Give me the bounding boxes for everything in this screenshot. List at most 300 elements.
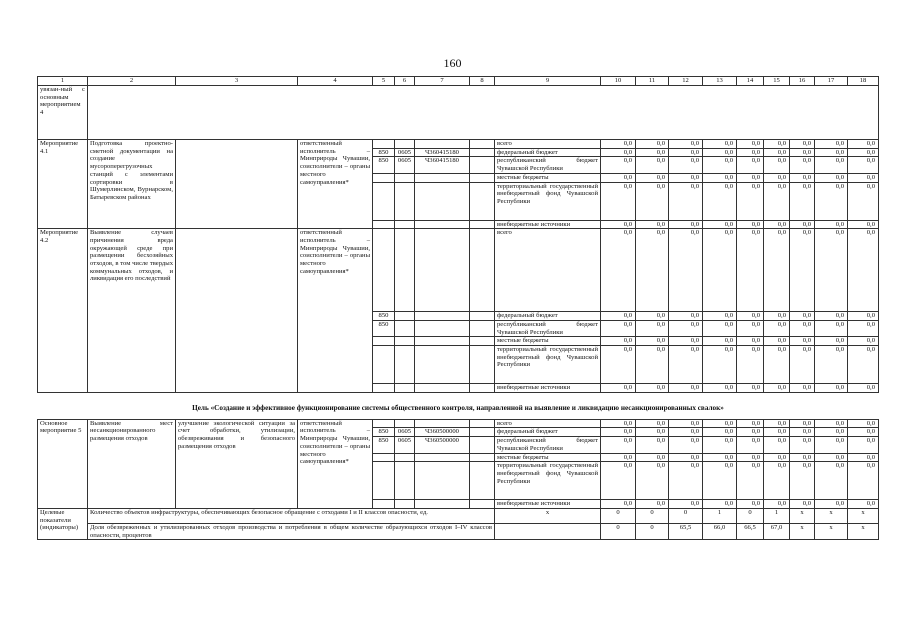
grbs-code: 850: [373, 312, 395, 321]
amount-value: 0,0: [737, 173, 764, 182]
activity-description: Выявление мест несанкционированного размещения отходов: [88, 419, 176, 508]
amount-value: 0,0: [737, 453, 764, 462]
column-number: 15: [764, 77, 790, 86]
amount-value: 0,0: [737, 157, 764, 173]
grbs-code: [373, 453, 395, 462]
executor: ответственный исполнитель – Минприроды Чувашии, соисполнители – органы местного самоуправления*: [298, 140, 373, 229]
funding-source: внебюджетные источники: [495, 220, 601, 229]
grbs-code: 850: [373, 428, 395, 437]
amount-value: 0,0: [815, 148, 848, 157]
amount-value: 0,0: [636, 320, 669, 336]
amount-value: 0,0: [737, 229, 764, 312]
target-code: Ч360415180: [415, 157, 470, 173]
amount-value: 0,0: [764, 462, 790, 500]
target-code: [415, 320, 470, 336]
amount-value: 0,0: [703, 462, 737, 500]
amount-value: 0,0: [815, 157, 848, 173]
target-code: [415, 462, 470, 500]
amount-value: 0,0: [636, 229, 669, 312]
amount-value: 0,0: [815, 320, 848, 336]
table-cell: [470, 320, 495, 336]
amount-value: 0,0: [790, 384, 815, 393]
expected-result: улучшение экологической ситуации за счет обработки, утилизации, обезвреживания и безопасного размещения отходов: [176, 419, 298, 508]
amount-value: 0,0: [764, 500, 790, 509]
target-code: [415, 500, 470, 509]
amount-value: 0,0: [848, 419, 879, 428]
expected-result: [176, 229, 298, 393]
target-code: Ч360500000: [415, 428, 470, 437]
indicator-value: 66,5: [737, 523, 764, 539]
amount-value: 0,0: [737, 312, 764, 321]
amount-value: 0,0: [601, 453, 636, 462]
table-cell: [470, 220, 495, 229]
table-row: [38, 77, 879, 86]
indicator-value: 0: [737, 508, 764, 523]
amount-value: 0,0: [815, 500, 848, 509]
funding-source: всего: [495, 140, 601, 149]
column-number: 12: [669, 77, 703, 86]
amount-value: 0,0: [790, 148, 815, 157]
amount-value: 0,0: [815, 462, 848, 500]
amount-value: 0,0: [815, 229, 848, 312]
section-code: [395, 229, 415, 312]
amount-value: 0,0: [764, 384, 790, 393]
funding-source: республиканский бюджет Чувашской Республики: [495, 157, 601, 173]
amount-value: 0,0: [636, 437, 669, 453]
section-code: [395, 320, 415, 336]
amount-value: 0,0: [790, 437, 815, 453]
amount-value: 0,0: [737, 182, 764, 220]
amount-value: 0,0: [848, 428, 879, 437]
amount-value: 0,0: [636, 157, 669, 173]
amount-value: 0,0: [669, 500, 703, 509]
section-code: [395, 462, 415, 500]
amount-value: 0,0: [737, 500, 764, 509]
amount-value: 0,0: [764, 173, 790, 182]
grbs-code: [373, 337, 395, 346]
amount-value: 0,0: [790, 157, 815, 173]
indicator-value: 65,5: [669, 523, 703, 539]
grbs-code: 850: [373, 148, 395, 157]
target-code: Ч360415180: [415, 148, 470, 157]
amount-value: 0,0: [815, 173, 848, 182]
column-number: 10: [601, 77, 636, 86]
amount-value: 0,0: [790, 182, 815, 220]
amount-value: 0,0: [669, 428, 703, 437]
grbs-code: 850: [373, 320, 395, 336]
indicator-value: x: [815, 523, 848, 539]
funding-source: местные бюджеты: [495, 453, 601, 462]
section-code: [395, 453, 415, 462]
target-code: [415, 419, 470, 428]
grbs-code: [373, 419, 395, 428]
table-row: [38, 140, 879, 149]
section-code: [395, 182, 415, 220]
column-number: 2: [88, 77, 176, 86]
funding-source: федеральный бюджет: [495, 148, 601, 157]
activity-name: Мероприятие 4.1: [38, 140, 88, 229]
grbs-code: [373, 173, 395, 182]
amount-value: 0,0: [764, 148, 790, 157]
amount-value: 0,0: [669, 182, 703, 220]
amount-value: 0,0: [703, 173, 737, 182]
amount-value: 0,0: [764, 157, 790, 173]
target-code: [415, 384, 470, 393]
amount-value: 0,0: [848, 148, 879, 157]
funding-source: территориальный государственный внебюджетный фонд Чувашской Республики: [495, 346, 601, 384]
amount-value: 0,0: [669, 320, 703, 336]
amount-value: 0,0: [815, 182, 848, 220]
amount-value: 0,0: [636, 337, 669, 346]
amount-value: 0,0: [815, 428, 848, 437]
table-cell: [470, 346, 495, 384]
table-cell: [470, 419, 495, 428]
amount-value: 0,0: [764, 337, 790, 346]
grbs-code: [373, 182, 395, 220]
grbs-code: [373, 220, 395, 229]
amount-value: 0,0: [815, 437, 848, 453]
executor: ответственный исполнитель – Минприроды Чувашии, соисполнители – органы местного самоуправления*: [298, 229, 373, 393]
target-code: [415, 312, 470, 321]
page-number: 160: [443, 56, 462, 70]
target-code: [415, 220, 470, 229]
activity-description: Выявление случаев причинения вреда окружающей среде при размещении бесхозяйных отходов, в том числе твердых коммунальных отходов, и ликвидация его последствий: [88, 229, 176, 393]
funding-source: внебюджетные источники: [495, 384, 601, 393]
amount-value: 0,0: [815, 419, 848, 428]
indicator-text: Количество объектов инфраструктуры, обеспечивающих безопасное обращение с отходами I и II классов опасности, ед.: [88, 508, 495, 523]
amount-value: 0,0: [790, 428, 815, 437]
activity-name: Основное мероприятие 5: [38, 419, 88, 508]
amount-value: 0,0: [764, 437, 790, 453]
indicator-value: x: [848, 508, 879, 523]
section-code: 0605: [395, 437, 415, 453]
column-number: 14: [737, 77, 764, 86]
amount-value: 0,0: [703, 428, 737, 437]
amount-value: 0,0: [815, 140, 848, 149]
section-code: [395, 500, 415, 509]
section-code: [395, 173, 415, 182]
target-code: [415, 182, 470, 220]
grbs-code: [373, 384, 395, 393]
amount-value: 0,0: [703, 437, 737, 453]
amount-value: 0,0: [703, 148, 737, 157]
amount-value: 0,0: [764, 140, 790, 149]
amount-value: 0,0: [703, 140, 737, 149]
table-cell: [470, 229, 495, 312]
amount-value: 0,0: [703, 453, 737, 462]
amount-value: 0,0: [790, 346, 815, 384]
target-code: [415, 346, 470, 384]
table-cell: [495, 523, 601, 539]
amount-value: 0,0: [703, 337, 737, 346]
table-cell: [470, 428, 495, 437]
target-code: [415, 337, 470, 346]
amount-value: 0,0: [703, 500, 737, 509]
table-cell: [470, 462, 495, 500]
indicator-value: 0: [669, 508, 703, 523]
indicator-value: x: [815, 508, 848, 523]
column-number: 16: [790, 77, 815, 86]
column-number: 18: [848, 77, 879, 86]
amount-value: 0,0: [764, 428, 790, 437]
funding-source: местные бюджеты: [495, 173, 601, 182]
amount-value: 0,0: [764, 320, 790, 336]
amount-value: 0,0: [848, 173, 879, 182]
amount-value: 0,0: [601, 337, 636, 346]
amount-value: 0,0: [737, 419, 764, 428]
amount-value: 0,0: [703, 182, 737, 220]
amount-value: 0,0: [601, 148, 636, 157]
column-number: 8: [470, 77, 495, 86]
amount-value: 0,0: [669, 157, 703, 173]
indicator-value: x: [790, 523, 815, 539]
grbs-code: [373, 462, 395, 500]
amount-value: 0,0: [601, 173, 636, 182]
column-number: 1: [38, 77, 88, 86]
section-code: 0605: [395, 148, 415, 157]
amount-value: 0,0: [601, 462, 636, 500]
indicator-value: 0: [636, 508, 669, 523]
amount-value: 0,0: [669, 173, 703, 182]
amount-value: 0,0: [601, 384, 636, 393]
target-code: [415, 229, 470, 312]
indicator-value: x: [848, 523, 879, 539]
amount-value: 0,0: [601, 182, 636, 220]
amount-value: 0,0: [737, 462, 764, 500]
amount-value: 0,0: [636, 312, 669, 321]
funding-source: местные бюджеты: [495, 337, 601, 346]
grbs-code: 850: [373, 157, 395, 173]
amount-value: 0,0: [848, 312, 879, 321]
amount-value: 0,0: [601, 229, 636, 312]
activity-description: Подготовка проектно-сметной документации на создание мусороперегрузочных станций с элементами сортировки в Шумерлинском, Вурнарском, Батыревском районах: [88, 140, 176, 229]
grbs-code: [373, 500, 395, 509]
amount-value: 0,0: [737, 346, 764, 384]
amount-value: 0,0: [669, 220, 703, 229]
amount-value: 0,0: [764, 229, 790, 312]
amount-value: 0,0: [601, 312, 636, 321]
amount-value: 0,0: [764, 312, 790, 321]
funding-source: федеральный бюджет: [495, 312, 601, 321]
amount-value: 0,0: [790, 140, 815, 149]
section-code: [395, 140, 415, 149]
amount-value: 0,0: [601, 157, 636, 173]
table-cell: [470, 140, 495, 149]
amount-value: 0,0: [636, 384, 669, 393]
executor: ответственный исполнитель – Минприроды Чувашии, соисполнители – органы местного самоуправления*: [298, 419, 373, 508]
indicator-value: 0: [636, 523, 669, 539]
amount-value: 0,0: [636, 346, 669, 384]
grbs-code: [373, 140, 395, 149]
amount-value: 0,0: [815, 337, 848, 346]
amount-value: 0,0: [636, 462, 669, 500]
amount-value: 0,0: [601, 437, 636, 453]
grbs-code: 850: [373, 437, 395, 453]
section-code: [395, 220, 415, 229]
column-number: 17: [815, 77, 848, 86]
table-cell: [470, 312, 495, 321]
amount-value: 0,0: [636, 173, 669, 182]
table-row: [38, 86, 879, 140]
amount-value: 0,0: [737, 337, 764, 346]
amount-value: 0,0: [669, 462, 703, 500]
amount-value: 0,0: [703, 312, 737, 321]
expected-result: [176, 140, 298, 229]
budget-table: [37, 76, 879, 540]
indicator-value: x: [790, 508, 815, 523]
amount-value: 0,0: [815, 220, 848, 229]
amount-value: 0,0: [790, 419, 815, 428]
table-cell: [470, 453, 495, 462]
amount-value: 0,0: [737, 437, 764, 453]
amount-value: 0,0: [601, 140, 636, 149]
amount-value: 0,0: [790, 453, 815, 462]
targets-label: Целевые показатели (индикаторы): [38, 508, 88, 539]
amount-value: 0,0: [848, 182, 879, 220]
goal-row: [38, 392, 879, 419]
amount-value: 0,0: [669, 346, 703, 384]
indicator-value: 1: [703, 508, 737, 523]
indicator-value: 0: [601, 523, 636, 539]
funding-source: республиканский бюджет Чувашской Республики: [495, 437, 601, 453]
amount-value: 0,0: [848, 157, 879, 173]
funding-source: территориальный государственный внебюджетный фонд Чувашской Республики: [495, 182, 601, 220]
target-code: [415, 173, 470, 182]
table-row: [38, 508, 879, 523]
amount-value: 0,0: [790, 229, 815, 312]
amount-value: 0,0: [848, 229, 879, 312]
amount-value: 0,0: [848, 453, 879, 462]
amount-value: 0,0: [703, 419, 737, 428]
amount-value: 0,0: [669, 337, 703, 346]
table-cell: [88, 86, 879, 140]
table-cell: [470, 384, 495, 393]
indicator-text: Доля обезвреженных и утилизированных отходов производства и потребления в общем количестве образующихся отходов I–IV классов опасности, процентов: [88, 523, 495, 539]
amount-value: 0,0: [790, 462, 815, 500]
indicator-value: 0: [601, 508, 636, 523]
section-code: 0605: [395, 157, 415, 173]
table-cell: [470, 500, 495, 509]
amount-value: 0,0: [737, 148, 764, 157]
indicator-value: 67,0: [764, 523, 790, 539]
column-number: 9: [495, 77, 601, 86]
grbs-code: [373, 229, 395, 312]
amount-value: 0,0: [764, 182, 790, 220]
amount-value: 0,0: [703, 157, 737, 173]
amount-value: 0,0: [848, 437, 879, 453]
column-number: 7: [415, 77, 470, 86]
section-code: [395, 346, 415, 384]
amount-value: 0,0: [848, 346, 879, 384]
amount-value: 0,0: [737, 428, 764, 437]
amount-value: 0,0: [790, 337, 815, 346]
table-cell: [470, 337, 495, 346]
amount-value: 0,0: [848, 500, 879, 509]
table-row: [38, 419, 879, 428]
indicator-value: 1: [764, 508, 790, 523]
column-number: 11: [636, 77, 669, 86]
amount-value: 0,0: [601, 220, 636, 229]
section-code: [395, 312, 415, 321]
amount-value: 0,0: [669, 437, 703, 453]
amount-value: 0,0: [848, 337, 879, 346]
amount-value: 0,0: [848, 320, 879, 336]
table-row: [38, 229, 879, 312]
section-code: [395, 384, 415, 393]
column-number: 13: [703, 77, 737, 86]
amount-value: 0,0: [764, 346, 790, 384]
amount-value: 0,0: [848, 220, 879, 229]
amount-value: 0,0: [601, 320, 636, 336]
amount-value: 0,0: [669, 140, 703, 149]
amount-value: 0,0: [815, 384, 848, 393]
funding-source: всего: [495, 419, 601, 428]
amount-value: 0,0: [703, 229, 737, 312]
funding-source: территориальный государственный внебюджетный фонд Чувашской Республики: [495, 462, 601, 500]
amount-value: 0,0: [703, 220, 737, 229]
amount-value: 0,0: [790, 500, 815, 509]
activity-name: Мероприятие 4.2: [38, 229, 88, 393]
amount-value: 0,0: [737, 140, 764, 149]
amount-value: 0,0: [790, 320, 815, 336]
amount-value: 0,0: [848, 384, 879, 393]
amount-value: 0,0: [764, 453, 790, 462]
funding-source: федеральный бюджет: [495, 428, 601, 437]
table-row: [38, 523, 879, 539]
amount-value: 0,0: [601, 500, 636, 509]
amount-value: 0,0: [815, 346, 848, 384]
amount-value: 0,0: [636, 500, 669, 509]
column-number: 6: [395, 77, 415, 86]
amount-value: 0,0: [790, 173, 815, 182]
amount-value: 0,0: [703, 320, 737, 336]
column-number: 4: [298, 77, 373, 86]
amount-value: 0,0: [737, 220, 764, 229]
amount-value: 0,0: [636, 419, 669, 428]
target-code: Ч360500000: [415, 437, 470, 453]
funding-source: всего: [495, 229, 601, 312]
activity-name: увязан-ный с основным мероприятием 4: [38, 86, 88, 140]
table-cell: [470, 182, 495, 220]
amount-value: 0,0: [636, 140, 669, 149]
section-code: [395, 419, 415, 428]
section-code: [395, 337, 415, 346]
table-cell: [470, 157, 495, 173]
amount-value: 0,0: [636, 453, 669, 462]
column-number: 3: [176, 77, 298, 86]
funding-source: республиканский бюджет Чувашской Республики: [495, 320, 601, 336]
amount-value: 0,0: [601, 419, 636, 428]
amount-value: 0,0: [790, 220, 815, 229]
amount-value: 0,0: [636, 148, 669, 157]
amount-value: 0,0: [790, 312, 815, 321]
table-cell: [470, 437, 495, 453]
amount-value: 0,0: [815, 312, 848, 321]
amount-value: 0,0: [601, 428, 636, 437]
amount-value: 0,0: [703, 384, 737, 393]
amount-value: 0,0: [669, 312, 703, 321]
amount-value: 0,0: [764, 419, 790, 428]
amount-value: 0,0: [636, 428, 669, 437]
amount-value: 0,0: [737, 384, 764, 393]
indicator-value: x: [495, 508, 601, 523]
amount-value: 0,0: [848, 462, 879, 500]
table-cell: [470, 173, 495, 182]
amount-value: 0,0: [815, 453, 848, 462]
amount-value: 0,0: [601, 346, 636, 384]
amount-value: 0,0: [669, 419, 703, 428]
funding-source: внебюджетные источники: [495, 500, 601, 509]
